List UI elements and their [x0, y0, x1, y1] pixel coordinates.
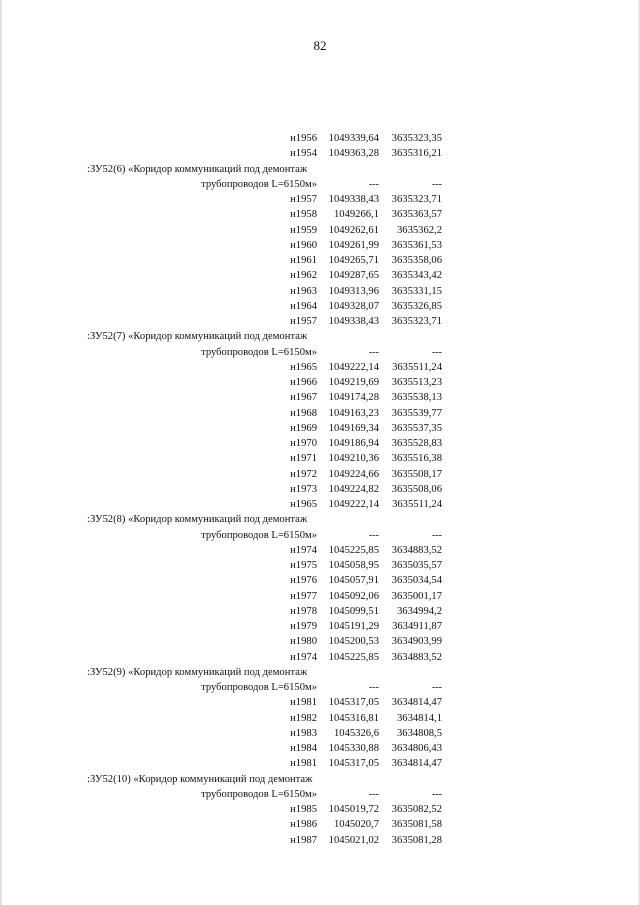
x-coordinate: 1045225,85: [328, 651, 379, 663]
empty-y-marker: ---: [432, 529, 442, 541]
point-id: н1974: [290, 544, 317, 556]
parcel-block: [0, 131, 640, 162]
point-id: н1981: [290, 758, 317, 770]
y-coordinate: 3635331,15: [391, 285, 442, 297]
x-coordinate: 1045058,95: [328, 560, 379, 571]
point-id: н1978: [290, 605, 317, 617]
point-id: н1976: [290, 575, 317, 587]
point-id: н1972: [290, 468, 317, 480]
parcel-title: :ЗУ52(8) «Коридор коммуникаций под демонтаж: [87, 514, 308, 526]
x-coordinate: 1045317,05: [328, 758, 379, 770]
y-coordinate: 3635511,24: [392, 499, 442, 510]
point-id: н1971: [290, 453, 317, 465]
point-id: н1967: [290, 392, 317, 404]
x-coordinate: 1045330,88: [328, 743, 379, 754]
x-coordinate: 1045191,29: [328, 621, 379, 632]
table-row: [0, 589, 640, 604]
y-coordinate: 3635316,21: [391, 148, 442, 160]
table-row: [0, 314, 640, 329]
x-coordinate: 1049224,82: [328, 483, 379, 495]
x-coordinate: 1049261,99: [328, 239, 379, 251]
y-coordinate: 3635323,71: [391, 194, 442, 205]
y-coordinate: 3635539,77: [391, 407, 442, 419]
x-coordinate: 1045200,53: [328, 636, 379, 648]
table-row: [0, 756, 640, 771]
table-row: [0, 406, 640, 421]
x-coordinate: 1049169,34: [328, 422, 379, 434]
point-id: н1983: [290, 727, 317, 739]
table-row: [0, 711, 640, 726]
y-coordinate: 3635508,17: [391, 468, 442, 480]
empty-y-marker: ---: [432, 178, 442, 190]
x-coordinate: 1045092,06: [328, 590, 379, 602]
point-id: н1984: [290, 743, 317, 754]
x-coordinate: 1049222,14: [328, 499, 379, 510]
y-coordinate: 3635326,85: [391, 300, 442, 312]
point-id: н1957: [290, 194, 317, 205]
table-row: [0, 223, 640, 238]
x-coordinate: 1045020,7: [333, 819, 379, 831]
table-row: [0, 436, 640, 451]
table-row: [0, 451, 640, 466]
y-coordinate: 3635516,38: [391, 453, 442, 465]
point-id: н1980: [290, 636, 317, 648]
y-coordinate: 3635081,58: [391, 819, 442, 831]
parcel-title-row: [0, 665, 640, 680]
point-id: н1958: [290, 209, 317, 221]
coordinates-table: [0, 131, 640, 848]
parcel-title-row: [0, 680, 640, 695]
x-coordinate: 1045019,72: [328, 804, 379, 815]
y-coordinate: 3634994,2: [396, 605, 442, 617]
y-coordinate: 3635343,42: [391, 270, 442, 282]
y-coordinate: 3635035,57: [391, 560, 442, 571]
table-row: [0, 390, 640, 405]
parcel-title-continuation: трубопроводов L=6150м»: [201, 346, 317, 358]
point-id: н1979: [290, 621, 317, 632]
y-coordinate: 3634883,52: [391, 544, 442, 556]
parcel-title-row: [0, 787, 640, 802]
x-coordinate: 1045316,81: [328, 712, 379, 724]
empty-x-marker: ---: [369, 682, 379, 693]
x-coordinate: 1049363,28: [328, 148, 379, 160]
table-row: [0, 619, 640, 634]
point-id: н1970: [290, 438, 317, 449]
parcel-title-continuation: трубопроводов L=6150м»: [201, 788, 317, 800]
y-coordinate: 3634814,47: [391, 697, 442, 709]
table-row: [0, 238, 640, 253]
x-coordinate: 1045021,02: [328, 834, 379, 846]
point-id: н1975: [290, 560, 317, 571]
table-row: [0, 284, 640, 299]
point-id: н1965: [290, 499, 317, 510]
table-row: [0, 741, 640, 756]
table-row: [0, 207, 640, 222]
parcel-title: :ЗУ52(6) «Коридор коммуникаций под демонтаж: [87, 163, 308, 175]
table-row: [0, 131, 640, 146]
point-id: н1965: [290, 361, 317, 373]
point-id: н1961: [290, 255, 317, 266]
x-coordinate: 1049338,43: [328, 316, 379, 327]
y-coordinate: 3635538,13: [391, 392, 442, 404]
table-row: [0, 695, 640, 710]
empty-y-marker: ---: [432, 788, 442, 800]
y-coordinate: 3635034,54: [391, 575, 442, 587]
y-coordinate: 3634806,43: [391, 743, 442, 754]
point-id: н1969: [290, 422, 317, 434]
point-id: н1956: [290, 133, 317, 144]
y-coordinate: 3635513,23: [391, 377, 442, 388]
y-coordinate: 3634911,87: [392, 621, 442, 632]
y-coordinate: 3634814,1: [396, 712, 442, 724]
table-row: [0, 573, 640, 588]
point-id: н1981: [290, 697, 317, 709]
x-coordinate: 1045057,91: [328, 575, 379, 587]
table-row: [0, 497, 640, 512]
y-coordinate: 3635537,35: [391, 422, 442, 434]
x-coordinate: 1049174,28: [328, 392, 379, 404]
x-coordinate: 1045326,6: [333, 727, 379, 739]
parcel-title-row: [0, 512, 640, 527]
table-row: [0, 375, 640, 390]
point-id: н1963: [290, 285, 317, 297]
point-id: н1960: [290, 239, 317, 251]
point-id: н1982: [290, 712, 317, 724]
point-id: н1962: [290, 270, 317, 282]
y-coordinate: 3635361,53: [391, 239, 442, 251]
x-coordinate: 1045317,05: [328, 697, 379, 709]
x-coordinate: 1049224,66: [328, 468, 379, 480]
parcel-title-row: [0, 162, 640, 177]
parcel-title-continuation: трубопроводов L=6150м»: [201, 529, 317, 541]
parcel-block: [0, 772, 640, 848]
parcel-title: :ЗУ52(7) «Коридор коммуникаций под демонтаж: [87, 331, 308, 343]
table-row: [0, 726, 640, 741]
point-id: н1973: [290, 483, 317, 495]
table-row: [0, 360, 640, 375]
table-row: [0, 299, 640, 314]
table-row: [0, 558, 640, 573]
empty-x-marker: ---: [369, 788, 379, 800]
empty-y-marker: ---: [432, 346, 442, 358]
table-row: [0, 192, 640, 207]
parcel-block: [0, 329, 640, 512]
parcel-title: :ЗУ52(10) «Коридор коммуникаций под демонтаж: [87, 773, 313, 785]
y-coordinate: 3634814,47: [391, 758, 442, 770]
y-coordinate: 3635082,52: [391, 804, 442, 815]
y-coordinate: 3635323,71: [391, 316, 442, 327]
table-row: [0, 802, 640, 817]
y-coordinate: 3635363,57: [391, 209, 442, 221]
table-row: [0, 833, 640, 848]
parcel-title-row: [0, 345, 640, 360]
table-row: [0, 253, 640, 268]
y-coordinate: 3635511,24: [392, 361, 442, 373]
point-id: н1968: [290, 407, 317, 419]
y-coordinate: 3635362,2: [396, 224, 442, 236]
parcel-title-row: [0, 772, 640, 787]
x-coordinate: 1049313,96: [328, 285, 379, 297]
empty-x-marker: ---: [369, 529, 379, 541]
point-id: н1966: [290, 377, 317, 388]
y-coordinate: 3634808,5: [396, 727, 442, 739]
x-coordinate: 1049287,65: [328, 270, 379, 282]
table-row: [0, 634, 640, 649]
page-number: 82: [313, 38, 327, 53]
x-coordinate: 1049266,1: [333, 209, 379, 221]
y-coordinate: 3635358,06: [391, 255, 442, 266]
parcel-title-continuation: трубопроводов L=6150м»: [201, 178, 317, 190]
point-id: н1987: [290, 834, 317, 846]
x-coordinate: 1049262,61: [328, 224, 379, 236]
table-row: [0, 543, 640, 558]
table-row: [0, 268, 640, 283]
x-coordinate: 1049338,43: [328, 194, 379, 205]
x-coordinate: 1049163,23: [328, 407, 379, 419]
point-id: н1959: [290, 224, 317, 236]
x-coordinate: 1049339,64: [328, 133, 379, 144]
x-coordinate: 1049186,94: [328, 438, 379, 449]
table-row: [0, 146, 640, 161]
y-coordinate: 3635508,06: [391, 483, 442, 495]
table-row: [0, 650, 640, 665]
table-row: [0, 817, 640, 832]
x-coordinate: 1045225,85: [328, 544, 379, 556]
parcel-block: [0, 162, 640, 330]
y-coordinate: 3634883,52: [391, 651, 442, 663]
point-id: н1954: [290, 148, 317, 160]
y-coordinate: 3635323,35: [391, 133, 442, 144]
parcel-block: [0, 512, 640, 665]
parcel-title-continuation: трубопроводов L=6150м»: [201, 682, 317, 693]
x-coordinate: 1049222,14: [328, 361, 379, 373]
x-coordinate: 1049210,36: [328, 453, 379, 465]
point-id: н1974: [290, 651, 317, 663]
table-row: [0, 482, 640, 497]
parcel-title-row: [0, 528, 640, 543]
y-coordinate: 3635001,17: [391, 590, 442, 602]
point-id: н1964: [290, 300, 317, 312]
x-coordinate: 1045099,51: [328, 605, 379, 617]
table-row: [0, 604, 640, 619]
x-coordinate: 1049265,71: [328, 255, 379, 266]
parcel-title-row: [0, 329, 640, 344]
point-id: н1977: [290, 590, 317, 602]
x-coordinate: 1049328,07: [328, 300, 379, 312]
y-coordinate: 3635081,28: [391, 834, 442, 846]
table-row: [0, 467, 640, 482]
x-coordinate: 1049219,69: [328, 377, 379, 388]
empty-x-marker: ---: [369, 346, 379, 358]
empty-y-marker: ---: [432, 682, 442, 693]
point-id: н1986: [290, 819, 317, 831]
empty-x-marker: ---: [369, 178, 379, 190]
parcel-title-row: [0, 177, 640, 192]
point-id: н1985: [290, 804, 317, 815]
y-coordinate: 3634903,99: [391, 636, 442, 648]
parcel-block: [0, 665, 640, 772]
table-row: [0, 421, 640, 436]
parcel-title: :ЗУ52(9) «Коридор коммуникаций под демонтаж: [87, 666, 308, 678]
y-coordinate: 3635528,83: [391, 438, 442, 449]
point-id: н1957: [290, 316, 317, 327]
